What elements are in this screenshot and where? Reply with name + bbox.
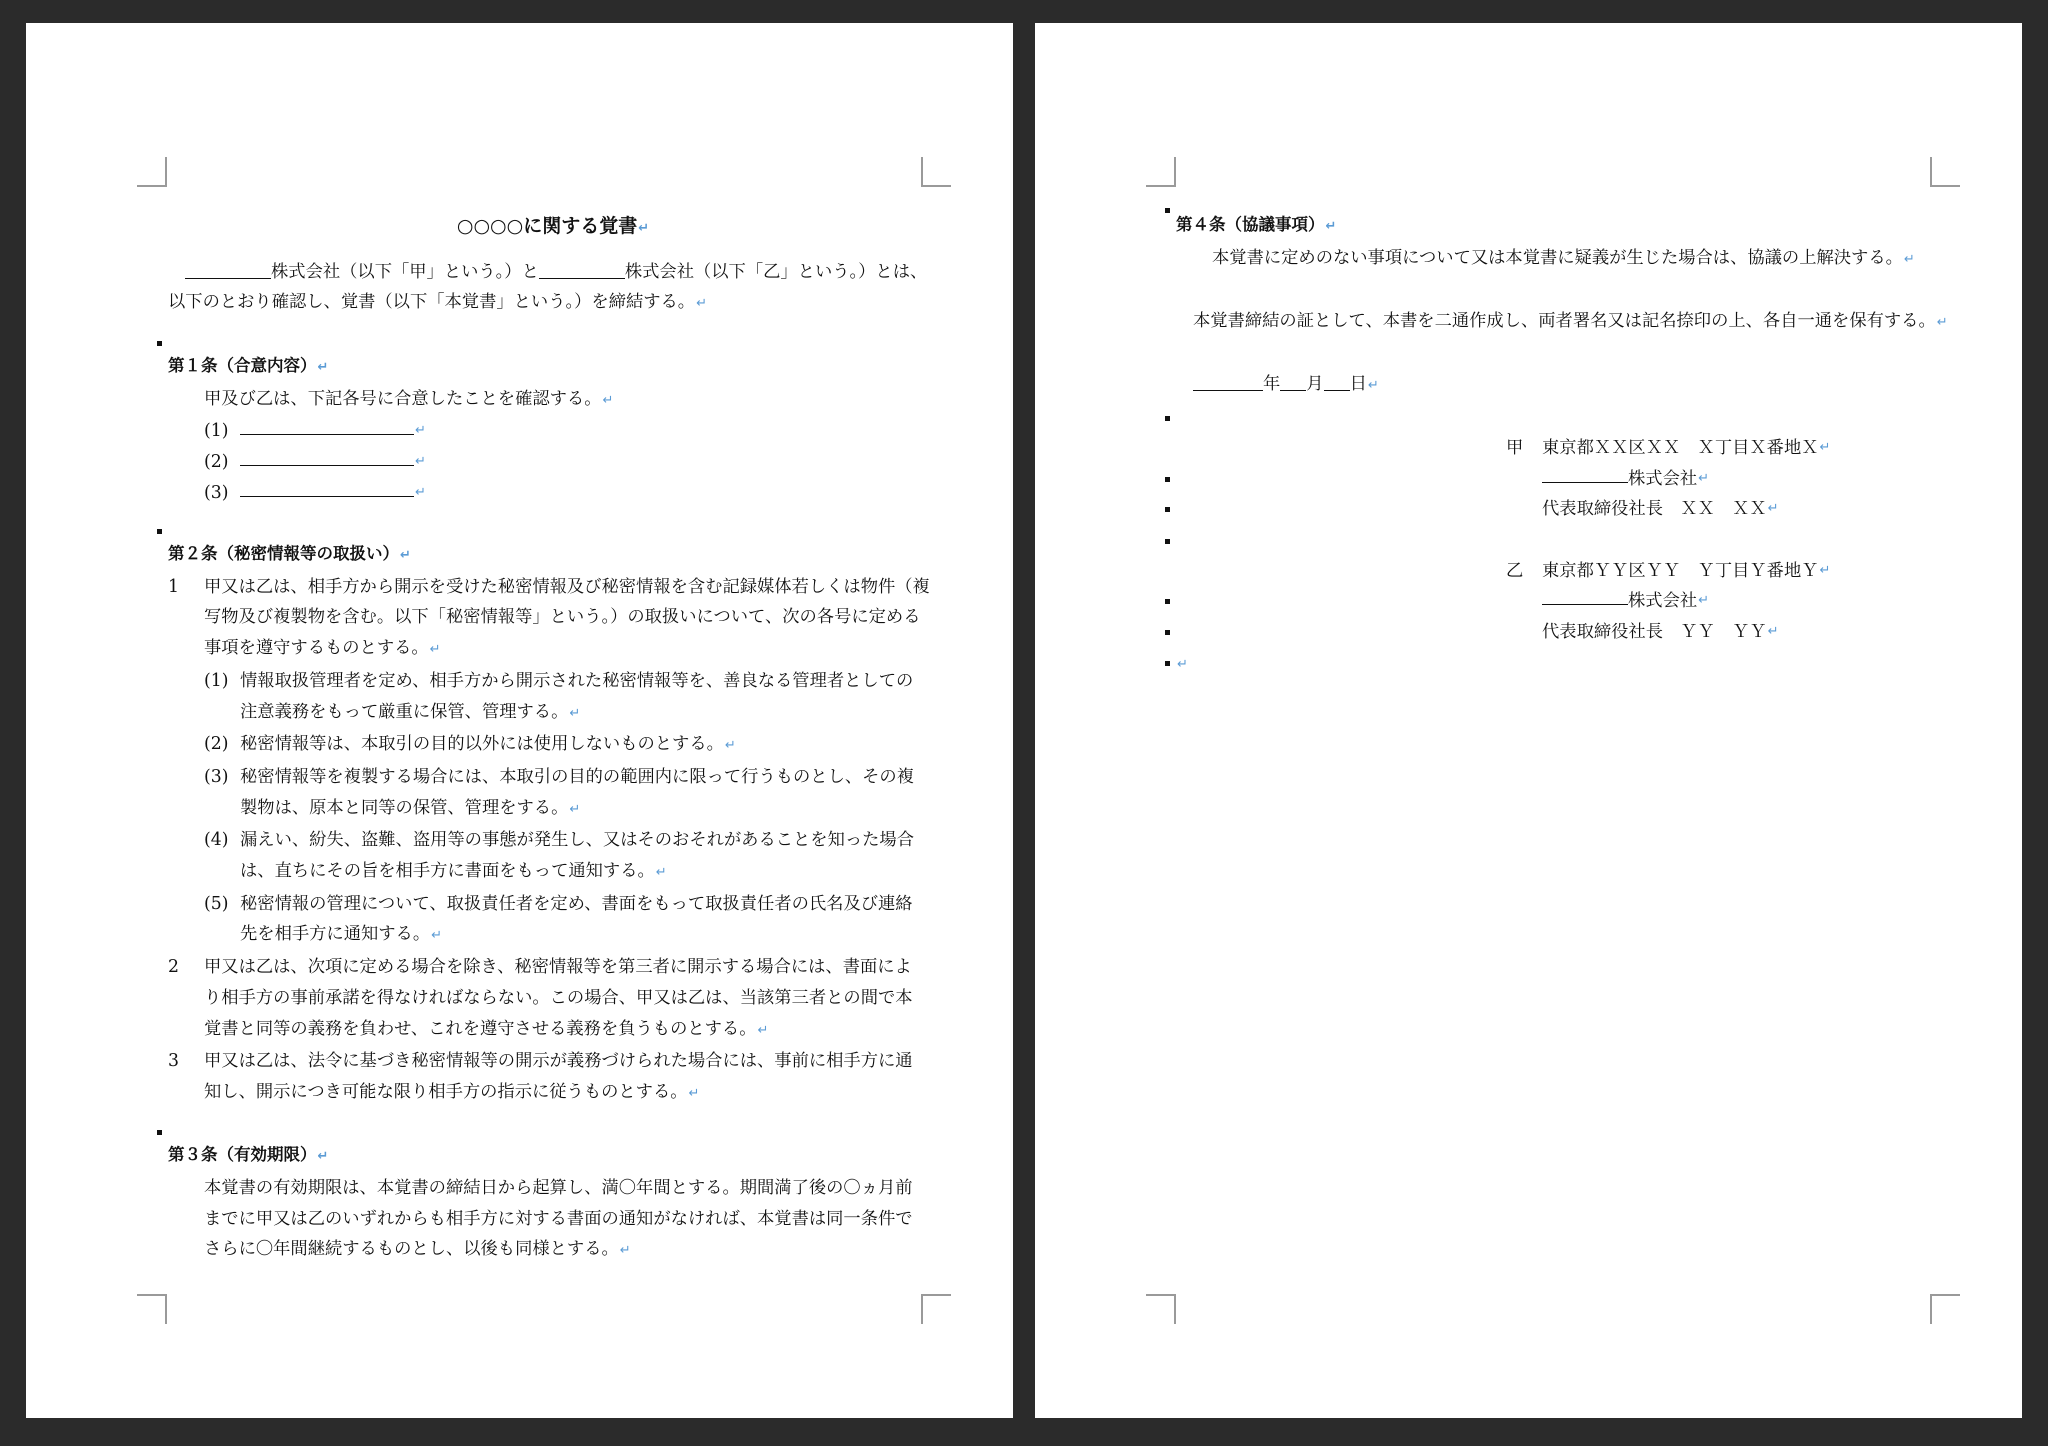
article-2-heading[interactable]: 第２条（秘密情報等の取扱い）↵ bbox=[168, 539, 948, 572]
party-b-address[interactable]: 乙 東京都ＹＹ区ＹＹ Ｙ丁目Ｙ番地Ｙ ↵ bbox=[1506, 560, 1831, 581]
intro-paragraph[interactable]: 株式会社（以下「甲」という。）と 株式会社（以下「乙」という。）とは、 bbox=[168, 257, 948, 288]
party-a-company[interactable]: 株式会社 ↵ bbox=[1506, 464, 1956, 495]
intro-paragraph-line-2[interactable]: 以下のとおり確認し、覚書（以下「本覚書」という。）を締結する。↵ bbox=[168, 292, 707, 313]
blank-line bbox=[1193, 372, 1263, 391]
article-1-heading[interactable]: 第１条（合意内容）↵ bbox=[168, 351, 948, 384]
party-b-company[interactable]: 株式会社 ↵ bbox=[1506, 586, 1956, 617]
crop-mark-top-right bbox=[921, 157, 951, 187]
party-b-signature-block bbox=[1506, 556, 1956, 648]
article-1-body[interactable]: 甲及び乙は、下記各号に合意したことを確認する。↵ bbox=[204, 388, 614, 409]
article-2-sub-item-2[interactable]: (2) 秘密情報等は、本取引の目的以外には使用しないものとする。↵ bbox=[204, 734, 736, 755]
article-2-paragraph-3[interactable]: 3 甲又は乙は、法令に基づき秘密情報等の開示が義務づけられた場合には、事前に相手方に通 知し、開示につき可能な限り相手方の指示に従うものとする。↵ bbox=[168, 1051, 913, 1102]
article-2-paragraph-1[interactable]: 1 甲又は乙は、相手方から開示を受けた秘密情報及び秘密情報を含む記録媒体若しくは物件（複 写物及び複製物を含む。以下「秘密情報等」という。）の取扱いについて、次の各号に定める 事項を遵守するものとする。↵ bbox=[168, 576, 930, 659]
crop-mark-top-left bbox=[1146, 157, 1176, 187]
crop-mark-top-left bbox=[137, 157, 167, 187]
blank-line bbox=[1542, 586, 1628, 605]
blank-line bbox=[185, 260, 271, 279]
page-2-body bbox=[1176, 210, 1956, 680]
crop-mark-top-right bbox=[1930, 157, 1960, 187]
article-1-item[interactable]: (3) ↵ bbox=[168, 478, 948, 509]
party-a-signature-block bbox=[1506, 433, 1956, 525]
party-a-representative[interactable]: 代表取締役社長 ＸＸ ＸＸ ↵ bbox=[1506, 494, 1956, 525]
article-2-sub-item-1[interactable]: (1) 情報取扱管理者を定め、相手方から開示された秘密情報等を、善良なる管理者としての 注意義務をもって厳重に保管、管理する。↵ bbox=[204, 670, 914, 722]
document-page-1 bbox=[26, 23, 1013, 1418]
crop-mark-bottom-right bbox=[1930, 1294, 1960, 1324]
party-b-representative[interactable]: 代表取締役社長 ＹＹ ＹＹ ↵ bbox=[1506, 617, 1956, 648]
crop-mark-bottom-left bbox=[137, 1294, 167, 1324]
article-1-item[interactable]: (2) ↵ bbox=[168, 447, 948, 478]
party-a-address[interactable]: 甲 東京都ＸＸ区ＸＸ Ｘ丁目Ｘ番地Ｘ ↵ bbox=[1506, 437, 1831, 458]
article-4-body[interactable]: 本覚書に定めのない事項について又は本覚書に疑義が生じた場合は、協議の上解決する。↵ bbox=[1212, 247, 1915, 268]
article-2-sub-item-5[interactable]: (5) 秘密情報の管理について、取扱責任者を定め、書面をもって取扱責任者の氏名及び連絡 先を相手方に通知する。↵ bbox=[204, 893, 913, 945]
article-2-sub-item-3[interactable]: (3) 秘密情報等を複製する場合には、本取引の目的の範囲内に限って行うものとし、その複 製物は、原本と同等の保管、管理をする。↵ bbox=[204, 766, 914, 818]
document-title[interactable]: ○○○○に関する覚書↵ bbox=[456, 215, 650, 237]
article-3-body[interactable]: 本覚書の有効期限は、本覚書の締結日から起算し、満〇年間とする。期間満了後の〇ヵ月前 までに甲又は乙のいずれからも相手方に対する書面の通知がなければ、本覚書は同一条件で さらに〇年間継続するものとし、以後も同様とする。↵ bbox=[204, 1178, 913, 1260]
blank-line bbox=[539, 260, 625, 279]
article-2-paragraph-2[interactable]: 2 甲又は乙は、次項に定める場合を除き、秘密情報等を第三者に開示する場合には、書面によ り相手方の事前承諾を得なければならない。この場合、甲又は乙は、当該第三者との間で本 覚書と同等の義務を負わせ、これを遵守させる義務を負うものとする。↵ bbox=[168, 957, 913, 1039]
document-page-2 bbox=[1035, 23, 2022, 1418]
article-1-item[interactable]: (1) ↵ bbox=[168, 416, 948, 447]
page-1-body bbox=[168, 211, 948, 1267]
closing-statement[interactable]: 本覚書締結の証として、本書を二通作成し、両者署名又は記名捺印の上、各自一通を保有する。↵ bbox=[1193, 311, 1948, 332]
crop-mark-bottom-left bbox=[1146, 1294, 1176, 1324]
article-3-heading[interactable]: 第３条（有効期限）↵ bbox=[168, 1140, 948, 1173]
signing-date[interactable]: 年 月 日↵ bbox=[1176, 369, 1956, 402]
blank-line bbox=[1280, 372, 1306, 391]
crop-mark-bottom-right bbox=[921, 1294, 951, 1324]
article-4-heading[interactable]: 第４条（協議事項）↵ bbox=[1176, 210, 1956, 243]
article-2-sub-item-4[interactable]: (4) 漏えい、紛失、盗難、盗用等の事態が発生し、又はそのおそれがあることを知った場合 は、直ちにその旨を相手方に書面をもって通知する。↵ bbox=[204, 830, 914, 882]
empty-paragraph[interactable]: ↵ bbox=[1176, 648, 1956, 681]
blank-line bbox=[1542, 464, 1628, 483]
blank-line bbox=[1324, 372, 1350, 391]
